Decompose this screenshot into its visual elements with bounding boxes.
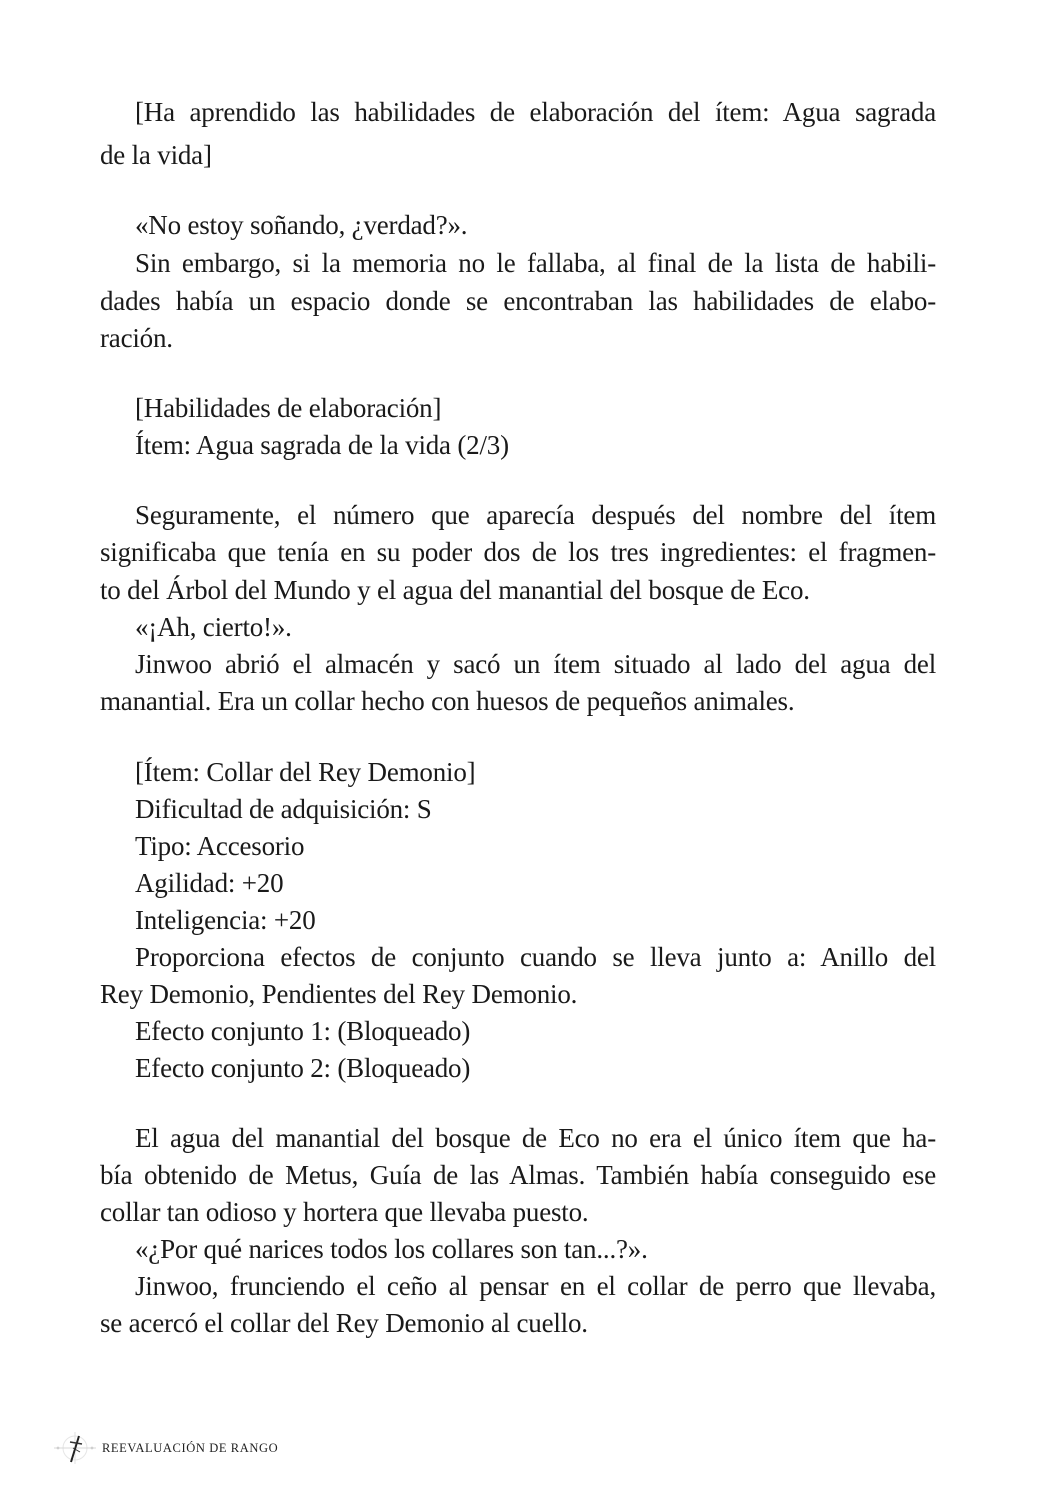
text-line: collar tan odioso y hortera que llevaba puesto. [100,1197,589,1227]
text-line: Agilidad: +20 [135,868,284,898]
text-line: se acercó el collar del Rey Demonio al cuello. [100,1308,588,1338]
text-line: Proporciona efectos de conjunto cuando se lleva junto a: Anillo del [135,942,936,972]
text-line: ración. [100,323,173,353]
text-line: «¿Por qué narices todos los collares son tan...?». [135,1234,648,1264]
text-line: «No estoy soñando, ¿verdad?». [135,210,468,240]
text-line: «¡Ah, cierto!». [135,612,292,642]
text-line: [Habilidades de elaboración] [135,393,442,423]
page-footer [52,1428,278,1468]
text-line: Inteligencia: +20 [135,905,316,935]
text-line: Jinwoo abrió el almacén y sacó un ítem situado al lado del agua del [135,649,936,679]
text-line: [Ítem: Collar del Rey Demonio] [135,757,476,787]
text-line: to del Árbol del Mundo y el agua del manantial del bosque de Eco. [100,575,810,605]
text-line: Efecto conjunto 1: (Bloqueado) [135,1016,471,1046]
text-line: Efecto conjunto 2: (Bloqueado) [135,1053,471,1083]
text-line: Tipo: Accesorio [135,831,305,861]
running-title: REEVALUACIÓN DE RANGO [102,1440,279,1455]
text-line: Sin embargo, si la memoria no le fallaba, al final de la lista de habili- [135,248,936,278]
text-line: [Ha aprendido las habilidades de elaboración del ítem: Agua sagrada [135,97,936,127]
text-line: El agua del manantial del bosque de Eco no era el único ítem que ha- [135,1123,936,1153]
text-line: Rey Demonio, Pendientes del Rey Demonio. [100,979,578,1009]
text-line: dades había un espacio donde se encontraban las habilidades de elabo- [100,286,936,316]
text-line: Seguramente, el número que aparecía después del nombre del ítem [135,500,936,530]
sword-compass-ornament-icon [52,1428,98,1468]
text-line: de la vida] [100,140,212,170]
text-line: manantial. Era un collar hecho con huesos de pequeños animales. [100,686,795,716]
text-line: significaba que tenía en su poder dos de los tres ingredientes: el fragmen- [100,537,936,567]
text-line: Ítem: Agua sagrada de la vida (2/3) [135,430,509,460]
text-line: Dificultad de adquisición: S [135,794,432,824]
text-line: bía obtenido de Metus, Guía de las Almas. También había conseguido ese [100,1160,936,1190]
text-line: Jinwoo, frunciendo el ceño al pensar en el collar de perro que llevaba, [135,1271,936,1301]
